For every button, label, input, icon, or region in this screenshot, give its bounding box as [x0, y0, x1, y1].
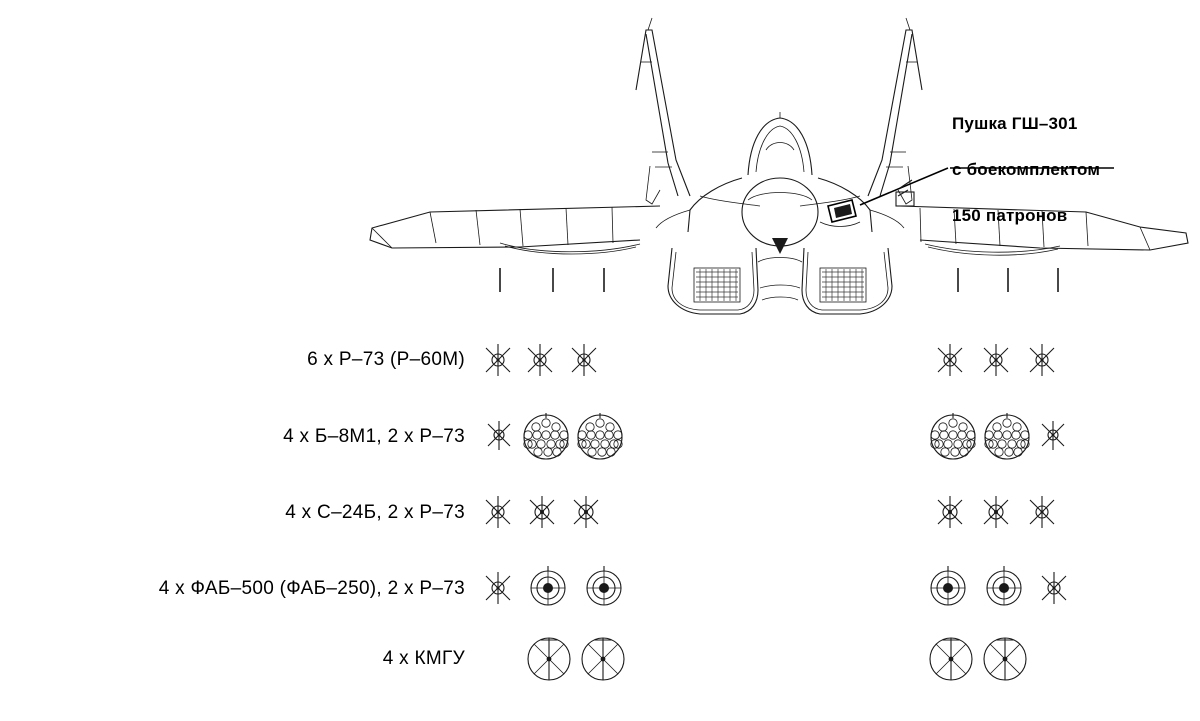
store-rocket-pod [931, 413, 975, 459]
store-missile [1030, 344, 1054, 376]
row-3-stores [486, 496, 1054, 528]
row-label-1: 6 x Р–73 (Р–60М) [307, 349, 465, 370]
gun-callout-label [952, 90, 1152, 228]
vertical-stabilizers-group [636, 18, 922, 204]
fuselage-group [656, 112, 904, 254]
store-missile [1030, 496, 1054, 528]
store-bomb [531, 566, 565, 605]
store-missile [938, 344, 962, 376]
row-label-3: 4 x С–24Б, 2 x Р–73 [285, 502, 465, 523]
pylon-tick-marks [500, 268, 1058, 292]
store-rocket-pod [578, 413, 622, 459]
row-2-stores [488, 413, 1064, 459]
store-missile [486, 572, 510, 604]
store-bomb [931, 566, 965, 605]
gun-callout-line-2: с боекомплектом [952, 159, 1101, 179]
store-rocket [938, 496, 962, 528]
store-missile [1042, 572, 1066, 604]
row-label-4: 4 x ФАБ–500 (ФАБ–250), 2 x Р–73 [158, 578, 465, 599]
store-missile [984, 344, 1008, 376]
row-5-stores [528, 638, 1026, 680]
store-missile [486, 496, 510, 528]
store-rocket [984, 496, 1008, 528]
gun-callout-line-3: 150 патронов [952, 205, 1068, 225]
store-missile [528, 344, 552, 376]
row-1-stores [486, 344, 1054, 376]
store-missile [488, 421, 510, 450]
store-bomb [587, 566, 621, 605]
gun-callout-line-1: Пушка ГШ–301 [952, 113, 1078, 133]
store-rocket-pod [985, 413, 1029, 459]
store-dispenser [528, 638, 570, 680]
row-label-5: 4 x КМГУ [382, 648, 465, 669]
row-label-2: 4 x Б–8М1, 2 x Р–73 [283, 426, 465, 447]
store-bomb [987, 566, 1021, 605]
store-missile [572, 344, 596, 376]
store-missile [1042, 421, 1064, 450]
store-missile [486, 344, 510, 376]
store-dispenser [582, 638, 624, 680]
store-rocket-pod [524, 413, 568, 459]
store-rocket [574, 496, 598, 528]
store-rocket [530, 496, 554, 528]
engine-intakes-group [668, 248, 892, 314]
armament-row-labels [0, 0, 465, 721]
row-4-stores [486, 566, 1066, 605]
store-dispenser [984, 638, 1026, 680]
store-dispenser [930, 638, 972, 680]
